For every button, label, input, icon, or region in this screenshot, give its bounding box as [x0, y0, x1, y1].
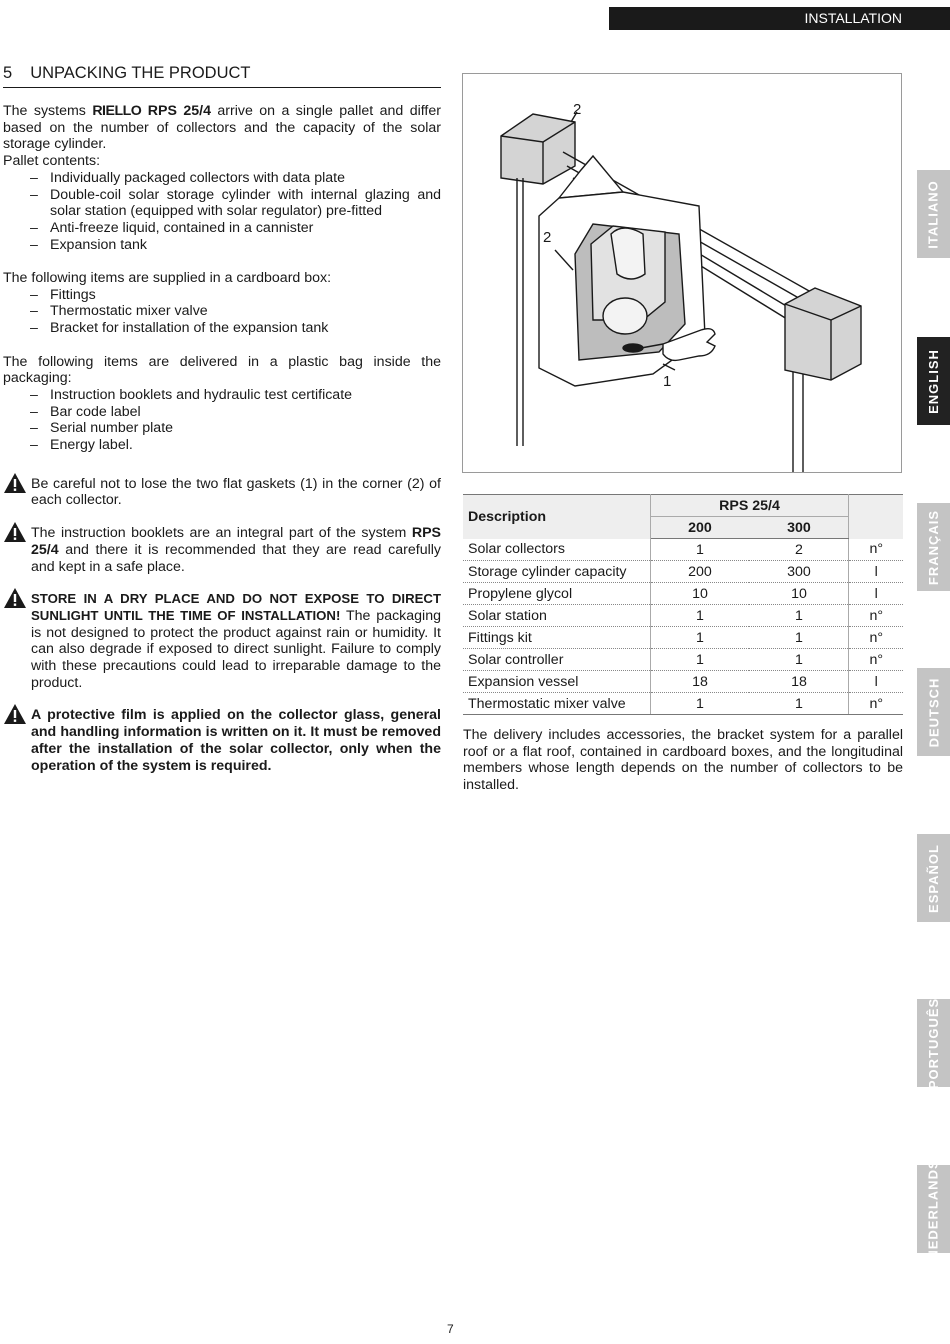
table-header-unit — [849, 495, 903, 539]
table-row: Fittings kit 1 1 n° — [463, 627, 903, 649]
table-row: Expansion vessel 18 18 l — [463, 671, 903, 693]
list-item: – Expansion tank — [3, 237, 441, 254]
list-item: – Fittings — [3, 287, 441, 304]
warning-film — [3, 707, 441, 774]
intro-paragraph — [3, 103, 441, 153]
list-item: – Individually packaged collectors with data plate — [3, 170, 441, 187]
section-title — [3, 64, 441, 88]
table-row: Storage cylinder capacity 200 300 l — [463, 561, 903, 583]
table-header-description: Description — [463, 495, 650, 539]
pallet-label: Pallet contents: — [3, 153, 101, 170]
language-tab-label: DEUTSCH — [926, 677, 941, 747]
warning-storage-bold: STORE IN A DRY PLACE AND DO NOT EXPOSE TO DIRECT SUNLIGHT UNTIL THE TIME OF INSTALLATION! — [31, 591, 441, 623]
pallet-list — [3, 170, 441, 254]
language-tab-label: FRANÇAIS — [926, 509, 942, 585]
language-tab-label: NEDERLANDS — [926, 1158, 942, 1260]
warning-icon — [3, 703, 27, 725]
callout-1-gasket: 1 — [663, 373, 672, 390]
language-tab-italiano[interactable] — [917, 170, 950, 258]
language-tab-label: ESPAÑOL — [926, 843, 942, 913]
list-item: – Instruction booklets and hydraulic test certificate — [3, 387, 441, 404]
table-row: Propylene glycol 10 10 l — [463, 583, 903, 605]
language-tab-deutsch[interactable] — [917, 668, 950, 756]
collector-corner-illustration — [463, 74, 901, 472]
warning-storage — [3, 591, 441, 691]
warning-gaskets — [3, 476, 441, 509]
intro-post: arrive on a single pallet and differ based on the number of collectors and the capacity of the solar storage cylinder. — [3, 103, 441, 153]
language-tab-label: ITALIANO — [926, 179, 942, 249]
table-row: Solar collectors 1 2 n° — [463, 539, 903, 561]
warning-booklets-pre: The instruction booklets are an integral part of the system — [31, 525, 412, 542]
intro-pre: The systems — [3, 103, 93, 119]
list-item: – Bar code label — [3, 404, 441, 421]
list-item: – Thermostatic mixer valve — [3, 303, 441, 320]
contents-table — [463, 494, 903, 715]
warning-icon — [3, 472, 27, 494]
section-header-bar — [609, 7, 950, 30]
bag-label: The following items are delivered in a plastic bag inside the packaging: — [3, 353, 441, 387]
language-tab-label: ENGLISH — [926, 348, 942, 414]
list-item: – Serial number plate — [3, 420, 441, 437]
warning-booklets — [3, 525, 441, 575]
table-header-200: 200 — [650, 517, 749, 539]
cardboard-label: The following items are supplied in a cardboard box: — [3, 270, 332, 287]
warning-booklets-post: and there it is recommended that they are read carefully and kept in a safe place. — [31, 541, 441, 575]
callout-2-zoom: 2 — [543, 229, 552, 246]
brand-name: RIELLO — [92, 103, 142, 119]
cardboard-list — [3, 287, 441, 337]
page-number: 7 — [447, 1322, 454, 1336]
table-row: Solar controller 1 1 n° — [463, 649, 903, 671]
section-header-label: INSTALLATION — [804, 10, 902, 26]
warning-film-text: A protective film is applied on the collector glass, general and handling information is written on it. It must be removed after the installation of the solar collector, only when the operation of the system is required. — [31, 707, 441, 774]
table-header-300: 300 — [749, 517, 848, 539]
list-item: – Anti-freeze liquid, contained in a cannister — [3, 220, 441, 237]
language-tab-francais[interactable] — [917, 503, 950, 591]
list-item: – Bracket for installation of the expansion tank — [3, 320, 441, 337]
warning-booklets-model: RPS 25/4 — [31, 525, 441, 558]
bag-list — [3, 387, 441, 454]
section-number: 5 — [3, 64, 13, 82]
table-row: Solar station 1 1 n° — [463, 605, 903, 627]
list-item: – Double-coil solar storage cylinder with internal glazing and solar station (equipped with solar regulator) pre-fitted — [3, 187, 441, 220]
warning-storage-text: The packaging is not designed to protect the product against rain or humidity. It can also degrade if exposed to direct sunlight. Failure to comply with these precautions could lead to irreparable damage to the product. — [31, 607, 441, 691]
language-tab-nederlands[interactable] — [917, 1158, 950, 1260]
section-title-text: UNPACKING THE PRODUCT — [30, 64, 251, 82]
warning-gaskets-text: Be careful not to lose the two flat gaskets (1) in the corner (2) of each collector. — [31, 475, 441, 509]
language-tab-label: PORTUGUÊS — [926, 997, 941, 1089]
table-header-model: RPS 25/4 — [650, 495, 849, 517]
table-row: Thermostatic mixer valve 1 1 n° — [463, 693, 903, 715]
collector-corner-figure — [462, 73, 902, 473]
language-tab-portugues[interactable] — [917, 999, 950, 1087]
language-tab-english[interactable] — [917, 337, 950, 425]
delivery-paragraph: The delivery includes accessories, the bracket system for a parallel roof or a flat roof, contained in cardboard boxes, and the longitudinal members whose length depends on the number of collectors to be installed. — [463, 727, 903, 794]
warning-icon — [3, 587, 27, 609]
warning-icon — [3, 521, 27, 543]
callout-2-top: 2 — [573, 101, 582, 118]
model-name: RPS 25/4 — [147, 103, 211, 119]
language-tab-espanol[interactable] — [917, 834, 950, 922]
left-column — [3, 103, 441, 774]
list-item: – Energy label. — [3, 437, 441, 454]
